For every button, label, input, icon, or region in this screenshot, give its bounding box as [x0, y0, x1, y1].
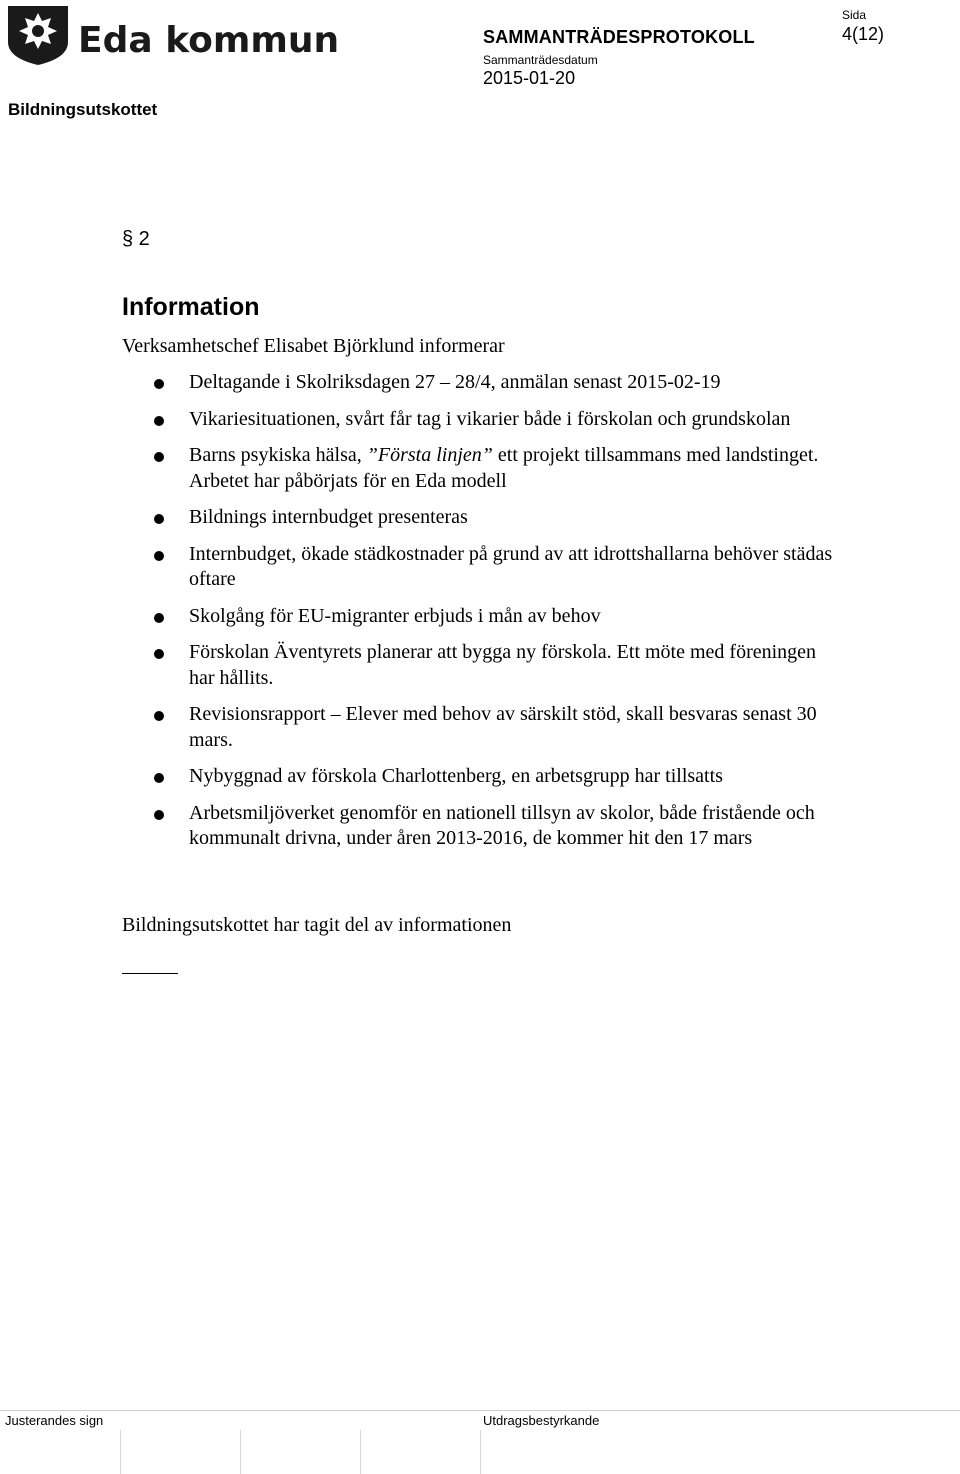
list-item-text: Nybyggnad av förskola Charlottenberg, en arbetsgrupp har tillsatts [189, 765, 723, 787]
meeting-date-label: Sammanträdesdatum [483, 53, 598, 67]
signature-box-divider [120, 1430, 121, 1474]
paragraph-number: § 2 [122, 228, 150, 250]
intro-text: Verksamhetschef Elisabet Björklund informerar [122, 335, 505, 357]
eda-kommun-logo [6, 4, 340, 66]
page-number: 4(12) [842, 24, 885, 44]
bullet-icon [154, 514, 164, 524]
list-item-text: Barns psykiska hälsa, [189, 444, 367, 466]
section-title: Information [122, 293, 260, 321]
list-item [154, 407, 834, 433]
bullet-icon [154, 551, 164, 561]
bullet-icon [154, 379, 164, 389]
footer-divider [0, 1410, 960, 1411]
list-item-text: Vikariesituationen, svårt får tag i vikarier både i förskolan och grundskolan [189, 407, 791, 430]
list-item [154, 542, 834, 593]
list-item-text: Skolgång för EU-migranter erbjuds i mån av behov [189, 604, 601, 627]
logo-wordmark: Eda kommun [78, 20, 340, 61]
information-list [154, 370, 834, 863]
document-type: SAMMANTRÄDESPROTOKOLL [483, 27, 755, 47]
list-item [154, 505, 834, 531]
extract-certification-label: Utdragsbestyrkande [483, 1413, 600, 1428]
bullet-icon [154, 613, 164, 623]
page-label: Sida [842, 8, 867, 22]
meeting-date: 2015-01-20 [483, 68, 576, 88]
list-item-text: Förskolan Äventyrets planerar att bygga ny förskola. Ett möte med föreningen har hållits. [189, 641, 817, 689]
signature-box-divider [240, 1430, 241, 1474]
list-item [154, 443, 834, 494]
list-item-text: Arbetsmiljöverket genomför en nationell tillsyn av skolor, både fristående och kommunalt drivna, under åren 2013-2016, de kommer hit den 17 mars [189, 801, 815, 849]
decision-text: Bildningsutskottet har tagit del av informationen [122, 914, 512, 936]
bullet-icon [154, 810, 164, 820]
list-item [154, 604, 834, 630]
coat-of-arms-icon [8, 6, 68, 65]
bullet-icon [154, 711, 164, 721]
list-item [154, 370, 834, 396]
list-item-text: Internbudget, ökade städkostnader på grund av att idrottshallarna behöver städas oftare [189, 542, 833, 590]
bullet-icon [154, 416, 164, 426]
signature-box-divider [480, 1430, 481, 1474]
project-name: ”Första linjen” [366, 444, 493, 466]
list-item-text: Bildnings internbudget presenteras [189, 506, 468, 528]
list-item [154, 764, 834, 790]
list-item-text: Deltagande i Skolriksdagen 27 – 28/4, anmälan senast 2015-02-19 [189, 371, 721, 393]
list-item [154, 801, 834, 852]
list-item-text: ett projekt tillsammans med landstinget. Arbetet har påbörjats för en Eda modell [189, 444, 819, 492]
list-item-text: Revisionsrapport – Elever med behov av särskilt stöd, skall besvaras senast 30 mars. [189, 703, 817, 751]
bullet-icon [154, 452, 164, 462]
bullet-icon [154, 773, 164, 783]
bullet-icon [154, 649, 164, 659]
signature-label: Justerandes sign [5, 1413, 104, 1428]
end-of-section-rule [122, 973, 178, 974]
committee-name: Bildningsutskottet [8, 100, 158, 119]
list-item [154, 640, 834, 691]
signature-box-divider [360, 1430, 361, 1474]
list-item [154, 702, 834, 753]
